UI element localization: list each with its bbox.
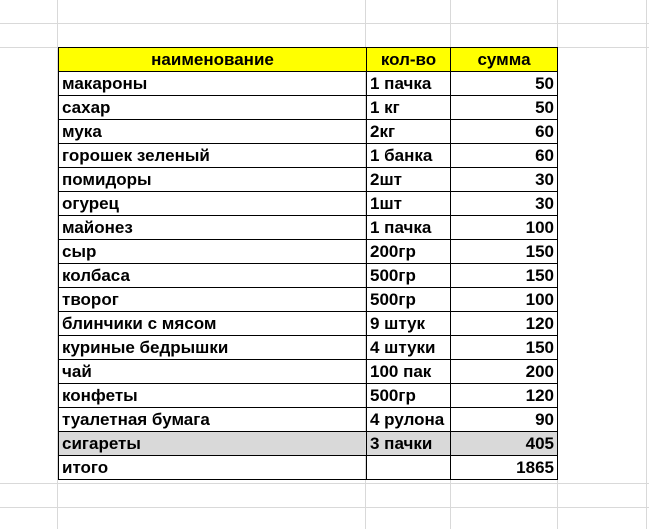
qty-cell[interactable]: 1шт (367, 192, 451, 216)
table-row (59, 360, 558, 384)
sum-cell[interactable]: 120 (451, 312, 558, 336)
name-cell[interactable]: чай (59, 360, 367, 384)
sum-cell[interactable]: 50 (451, 96, 558, 120)
name-cell[interactable]: помидоры (59, 168, 367, 192)
sum-cell[interactable]: 50 (451, 72, 558, 96)
sum-cell[interactable]: 60 (451, 144, 558, 168)
table-row (59, 72, 558, 96)
qty-cell[interactable]: 1 банка (367, 144, 451, 168)
name-cell[interactable]: сахар (59, 96, 367, 120)
table-row-highlighted (59, 432, 558, 456)
gridline (646, 0, 647, 529)
sum-cell[interactable]: 150 (451, 336, 558, 360)
table-row (59, 264, 558, 288)
table-row (59, 120, 558, 144)
sum-cell[interactable]: 150 (451, 264, 558, 288)
header-row (59, 48, 558, 72)
total-label-cell[interactable]: итого (59, 456, 367, 480)
sum-cell[interactable]: 200 (451, 360, 558, 384)
sum-cell[interactable]: 150 (451, 240, 558, 264)
qty-cell[interactable]: 500гр (367, 288, 451, 312)
qty-cell[interactable]: 9 штук (367, 312, 451, 336)
qty-cell[interactable]: 1 пачка (367, 216, 451, 240)
qty-cell[interactable]: 4 рулона (367, 408, 451, 432)
qty-cell[interactable]: 1 кг (367, 96, 451, 120)
gridline (0, 23, 649, 24)
table-row (59, 312, 558, 336)
table-row (59, 216, 558, 240)
sum-cell[interactable]: 405 (451, 432, 558, 456)
sum-cell[interactable]: 30 (451, 168, 558, 192)
name-cell[interactable]: туалетная бумага (59, 408, 367, 432)
table-row (59, 96, 558, 120)
qty-cell[interactable]: 2кг (367, 120, 451, 144)
table-row (59, 336, 558, 360)
shopping-table (58, 47, 558, 480)
header-sum-cell[interactable]: сумма (451, 48, 558, 72)
table-row (59, 192, 558, 216)
table-row (59, 288, 558, 312)
qty-cell[interactable]: 4 штуки (367, 336, 451, 360)
table-row (59, 144, 558, 168)
total-row (59, 456, 558, 480)
total-qty-cell[interactable] (367, 456, 451, 480)
table-row (59, 384, 558, 408)
name-cell[interactable]: творог (59, 288, 367, 312)
name-cell[interactable]: сыр (59, 240, 367, 264)
header-qty-cell[interactable]: кол-во (367, 48, 451, 72)
name-cell[interactable]: куриные бедрышки (59, 336, 367, 360)
header-name-cell[interactable]: наименование (59, 48, 367, 72)
total-sum-cell[interactable]: 1865 (451, 456, 558, 480)
name-cell[interactable]: конфеты (59, 384, 367, 408)
qty-cell[interactable]: 1 пачка (367, 72, 451, 96)
name-cell[interactable]: сигареты (59, 432, 367, 456)
qty-cell[interactable]: 500гр (367, 384, 451, 408)
qty-cell[interactable]: 500гр (367, 264, 451, 288)
table-row (59, 168, 558, 192)
gridline (0, 483, 649, 484)
table-row (59, 408, 558, 432)
sum-cell[interactable]: 30 (451, 192, 558, 216)
gridline (0, 507, 649, 508)
sum-cell[interactable]: 100 (451, 288, 558, 312)
sum-cell[interactable]: 60 (451, 120, 558, 144)
name-cell[interactable]: макароны (59, 72, 367, 96)
sum-cell[interactable]: 100 (451, 216, 558, 240)
name-cell[interactable]: мука (59, 120, 367, 144)
name-cell[interactable]: блинчики с мясом (59, 312, 367, 336)
name-cell[interactable]: огурец (59, 192, 367, 216)
qty-cell[interactable]: 100 пак (367, 360, 451, 384)
qty-cell[interactable]: 2шт (367, 168, 451, 192)
table-row (59, 240, 558, 264)
sum-cell[interactable]: 90 (451, 408, 558, 432)
name-cell[interactable]: горошек зеленый (59, 144, 367, 168)
sum-cell[interactable]: 120 (451, 384, 558, 408)
name-cell[interactable]: майонез (59, 216, 367, 240)
name-cell[interactable]: колбаса (59, 264, 367, 288)
qty-cell[interactable]: 3 пачки (367, 432, 451, 456)
qty-cell[interactable]: 200гр (367, 240, 451, 264)
